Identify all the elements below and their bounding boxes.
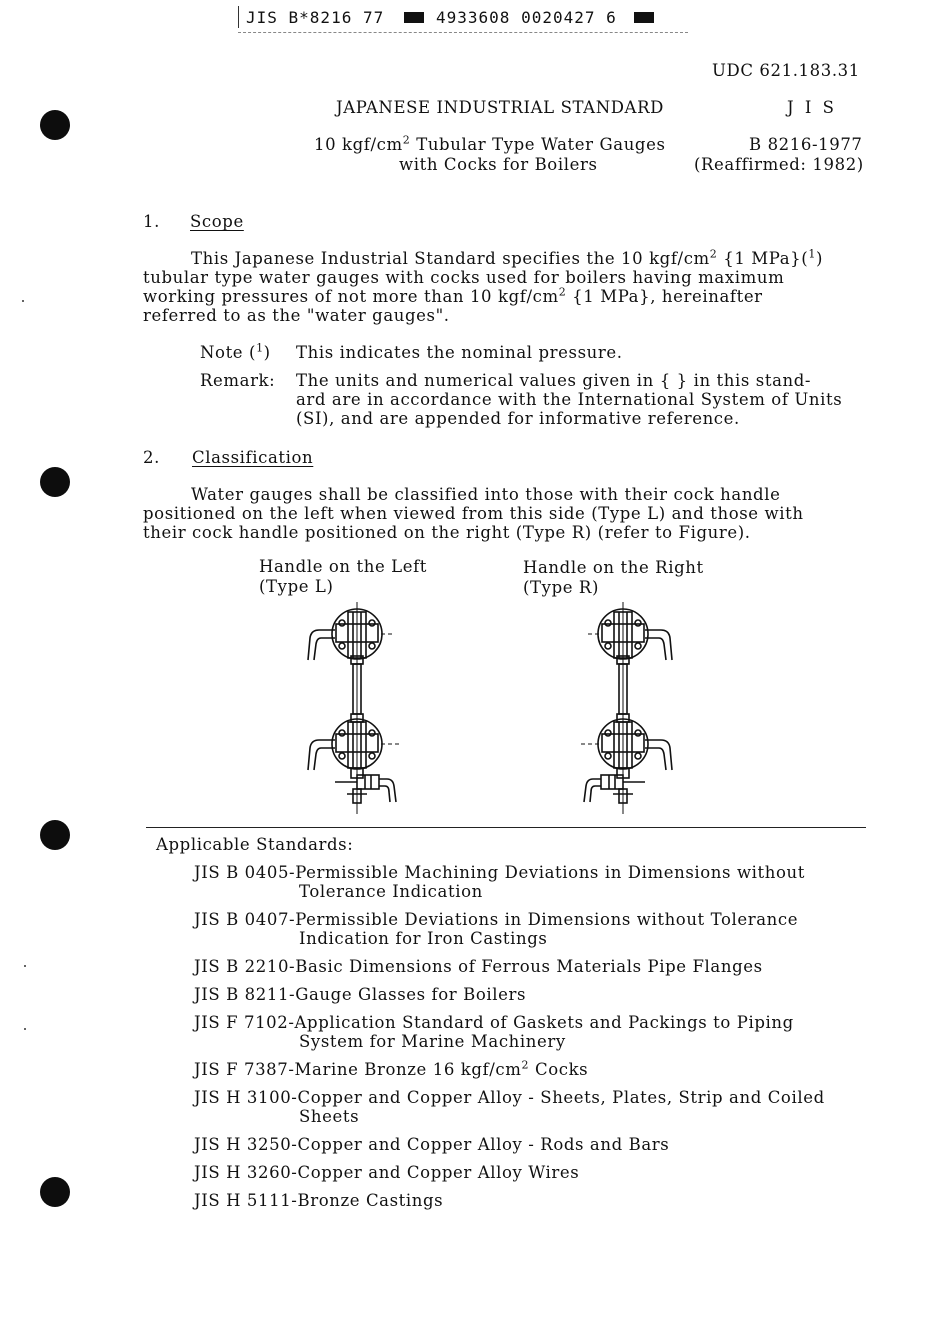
doc-title: 10 kgf/$cm^2$ Tubular Type Water Gauges <box>314 133 666 154</box>
binder-hole <box>40 1177 70 1207</box>
figure-right-type: (Type R) <box>523 578 599 597</box>
binder-hole <box>40 820 70 850</box>
doc-title-line2: with Cocks for Boilers <box>399 155 598 174</box>
footnote-divider <box>146 827 866 828</box>
list-item: JIS B 0407-Permissible Deviations in Dimensions without Tolerance Indication for Iron Castings <box>194 910 799 948</box>
section-heading: Scope <box>190 212 244 231</box>
reaffirmed: (Reaffirmed: 1982) <box>694 155 864 174</box>
catalog-strip <box>238 4 688 34</box>
figure-right-caption: Handle on the Right <box>523 558 704 577</box>
section-number: 2. <box>143 448 160 467</box>
catalog-line: JIS B*8216 77 <box>246 8 385 27</box>
list-item: JIS B 8211-Gauge Glasses for Boilers <box>194 985 527 1004</box>
scan-speck <box>24 965 26 967</box>
remark-text: The units and numerical values given in { } in this stand- ard are in accordance with the International System of Units (SI), and are appended for informative reference. <box>296 371 843 428</box>
list-item: JIS B 0405-Permissible Machining Deviations in Dimensions without Tolerance Indication <box>194 863 805 901</box>
list-item: JIS F 7102-Application Standard of Gaskets and Packings to Piping System for Marine Machinery <box>194 1013 794 1051</box>
binder-hole <box>40 110 70 140</box>
classification-paragraph: Water gauges shall be classified into those with their cock handle positioned on the left when viewed from this side (Type L) and those with their cock handle positioned on the right (Type R) (refer to Figure). <box>143 485 804 542</box>
remark-label: Remark: <box>200 371 276 390</box>
note-text: This indicates the nominal pressure. <box>296 343 623 362</box>
figure-left-type: (Type L) <box>259 577 334 596</box>
binder-hole <box>40 467 70 497</box>
scan-speck <box>24 1028 26 1030</box>
list-item: JIS H 5111-Bronze Castings <box>194 1191 444 1210</box>
udc-code: UDC 621.183.31 <box>712 61 860 80</box>
scan-speck <box>22 300 24 302</box>
list-item: JIS F 7387-Marine Bronze 16 kgf/$cm^2$ Cocks <box>194 1058 589 1079</box>
note-label: Note ($^1$) <box>200 341 271 362</box>
list-item: JIS H 3250-Copper and Copper Alloy - Rods and Bars <box>194 1135 670 1154</box>
catalog-code: 4933608 0020427 6 <box>436 8 617 27</box>
scope-paragraph: This Japanese Industrial Standard specifies the 10 kgf/$cm^2$ {1 MPa}($^1$) tubular type water gauges with cocks used for boilers having maximum working pressures of not more than 10 kgf/$cm^2$ {1 MPa}, hereinafter referred to as the "water gauges". <box>143 247 823 325</box>
jis-mark: J I S <box>787 98 837 117</box>
list-item: JIS B 2210-Basic Dimensions of Ferrous Materials Pipe Flanges <box>194 957 763 976</box>
standard-name: JAPANESE INDUSTRIAL STANDARD <box>336 98 664 117</box>
applicable-standards-list <box>194 863 825 1219</box>
doc-number: B 8216-1977 <box>749 135 863 154</box>
water-gauge-type-l-drawing <box>295 598 415 818</box>
section-number: 1. <box>143 212 160 231</box>
applicable-standards-heading: Applicable Standards: <box>156 835 354 854</box>
list-item: JIS H 3260-Copper and Copper Alloy Wires <box>194 1163 580 1182</box>
section-heading: Classification <box>192 448 314 467</box>
list-item: JIS H 3100-Copper and Copper Alloy - Sheets, Plates, Strip and Coiled Sheets <box>194 1088 825 1126</box>
water-gauge-type-r-drawing <box>565 598 685 818</box>
barcode-block <box>404 12 424 23</box>
barcode-block <box>634 12 654 23</box>
figure-left-caption: Handle on the Left <box>259 557 428 576</box>
